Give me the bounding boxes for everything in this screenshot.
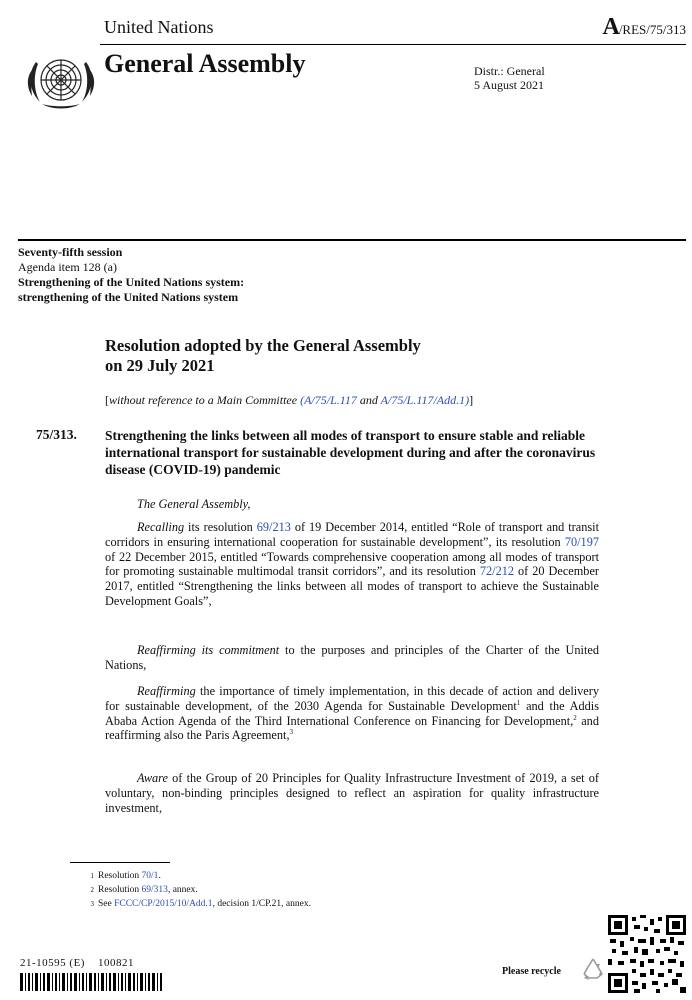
footnote-text: See (98, 899, 115, 909)
paragraph-reaffirming-commitment (105, 643, 599, 673)
paragraph-text: and the Addis Ababa Action Agenda of the Third International Conference on Financing for Development, (105, 698, 600, 728)
footnote-1 (82, 870, 161, 882)
paragraph-text: and reaffirming also the Paris Agreement, (105, 713, 599, 743)
footnote-text: , decision 1/CP.21, annex. (212, 899, 311, 909)
footnote-number: 1 (90, 872, 94, 880)
resolution-title-line1: Resolution adopted by the General Assembly (105, 336, 421, 355)
document-symbol-number: /RES/75/313 (618, 22, 686, 37)
footnote-text: Resolution (98, 871, 142, 881)
barcode-icon (20, 973, 162, 991)
bracket-close: ] (469, 393, 474, 407)
paragraph-lead: Reaffirming (137, 684, 196, 698)
footnote-text: Resolution (98, 885, 142, 895)
ref-and: and (356, 393, 381, 407)
paragraph-text: to the purposes and principles of the Charter of the United Nations, (105, 643, 599, 672)
footnote-ref-2[interactable]: 2 (573, 713, 577, 722)
paragraph-lead: Recalling (137, 520, 185, 534)
footnote-link-fccc[interactable]: FCCC/CP/2015/10/Add.1 (114, 899, 213, 909)
footnote-ref-3[interactable]: 3 (289, 728, 294, 737)
resolution-link-72-212[interactable]: 72/212 (479, 564, 515, 579)
paragraph-text: of 22 December 2015, entitled “Towards comprehensive cooperation among all modes of transport for promoting sustainable multimodal transit corridors”, and its resolution (105, 549, 599, 579)
committee-reference-text: without reference to a Main Committee (109, 393, 298, 407)
paragraph-lead: Reaffirming its commitment (137, 643, 280, 657)
paragraph-text: the importance of timely implementation, in this decade of action and delivery for sustainable development, of the 2030 Agenda for Sustainable Development (105, 684, 599, 713)
issue-date: 5 August 2021 (474, 78, 545, 92)
footnote-link-69-313[interactable]: 69/313 (141, 885, 168, 895)
session-name: Seventy-fifth session (18, 245, 123, 259)
footnote-3 (82, 898, 311, 910)
agenda-title-line2: strengthening of the United Nations system (18, 290, 239, 304)
resolution-link-70-197[interactable]: 70/197 (564, 534, 599, 549)
document-symbol (602, 14, 686, 41)
job-number: 21-10595 (E) 100821 (20, 957, 134, 969)
footnote-text: . (158, 871, 161, 881)
bracket-open: [ (105, 393, 109, 407)
paragraph-text: of 20 December 2017, entitled “Strengthening the links between all modes of transport to achieve the Sustainable Development Goals”, (105, 564, 599, 608)
distribution-info (474, 64, 545, 92)
resolution-title (105, 336, 421, 376)
header-rule (100, 44, 686, 45)
recycle-label: Please recycle (502, 966, 561, 977)
paragraph-lead: Aware (137, 771, 168, 785)
agenda-item: Agenda item 128 (a) (18, 260, 117, 274)
committee-reference (105, 393, 473, 408)
footnote-text: , annex. (167, 885, 198, 895)
recycle-icon (580, 956, 606, 982)
paragraph-recalling (105, 520, 599, 609)
qr-code-icon[interactable] (608, 915, 686, 993)
agenda-title-line1: Strengthening of the United Nations system: (18, 275, 245, 289)
paragraph-text: of 19 December 2014, entitled “Role of transport and transit corridors in ensuring international cooperation for sustainable development”, its resolution (105, 520, 599, 549)
paragraph-aware (105, 771, 599, 815)
draft-link-2[interactable]: A/75/L.117/Add.1) (380, 393, 470, 407)
assembly-label: The General Assembly, (137, 497, 251, 511)
footnote-2 (82, 884, 198, 896)
paragraph-reaffirming-importance (105, 684, 599, 743)
resolution-number: 75/313. (36, 427, 77, 442)
distribution-label: Distr.: General (474, 64, 545, 78)
body-title: General Assembly (104, 49, 306, 78)
organization-name: United Nations (104, 17, 214, 37)
paragraph-preamble-opening (105, 497, 599, 512)
paragraph-text: its resolution (184, 520, 257, 534)
resolution-heading: Strengthening the links between all modes of transport to ensure stable and reliable international transport for sustainable development during and after the coronavirus disease (COVID-19) pandemic (105, 428, 596, 477)
footnote-number: 3 (90, 900, 94, 908)
resolution-link-69-213[interactable]: 69/213 (256, 520, 291, 534)
draft-link-1[interactable]: (A/75/L.117 (300, 393, 357, 407)
un-emblem-icon (22, 48, 100, 114)
footnote-link-70-1[interactable]: 70/1 (141, 871, 159, 881)
resolution-title-line2: on 29 July 2021 (105, 356, 215, 375)
footnote-ref-1[interactable]: 1 (516, 698, 521, 707)
session-block (18, 245, 244, 305)
footnote-number: 2 (90, 886, 94, 894)
footnote-rule (70, 862, 170, 863)
document-symbol-series: A (602, 14, 619, 40)
section-rule (18, 239, 686, 241)
paragraph-text: of the Group of 20 Principles for Quality Infrastructure Investment of 2019, a set of voluntary, non-binding principles designed to reflect an aspiration for quality infrastructure investment, (105, 771, 599, 815)
